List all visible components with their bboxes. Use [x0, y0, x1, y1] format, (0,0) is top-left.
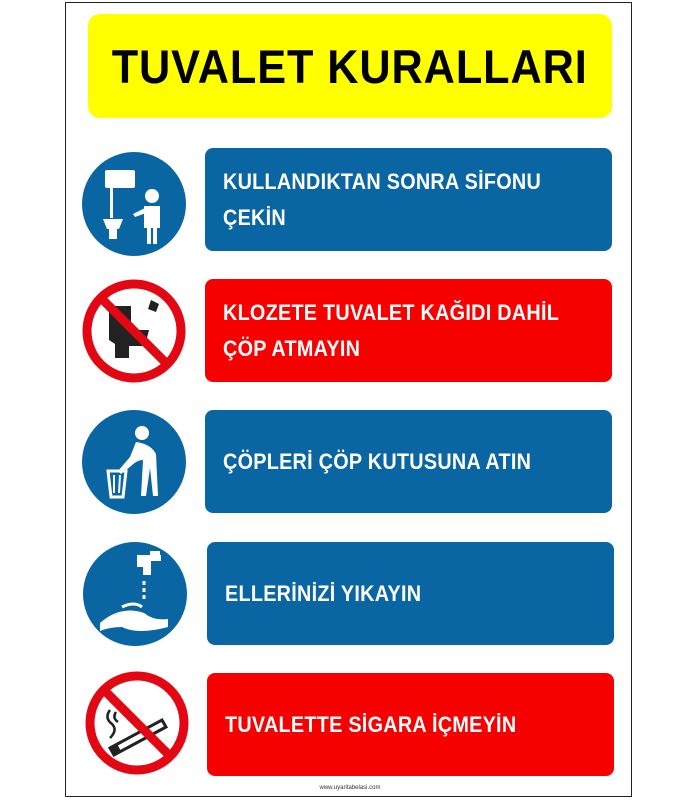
rule-text: KULLANDIKTAN SONRA SİFONU ÇEKİN — [223, 168, 542, 230]
rule-box-no-smoking — [207, 673, 614, 776]
no-trash-in-toilet-icon — [81, 278, 187, 384]
wash-hands-icon — [82, 541, 188, 647]
rule-text: ELLERİNİZİ YIKAYIN — [225, 580, 422, 606]
rule-text: ÇÖPLERİ ÇÖP KUTUSUNA ATIN — [223, 448, 532, 474]
flush-toilet-icon — [81, 151, 187, 257]
footer-url: www.uyaritabelasi.com — [319, 785, 381, 791]
sign-title: TUVALET KURALLARI — [111, 39, 589, 93]
rule-box-flush — [205, 148, 612, 251]
rule-box-no-trash — [205, 279, 612, 382]
rule-box-wash-hands — [207, 542, 614, 645]
trash-bin-icon — [81, 409, 187, 515]
rule-text: TUVALETTE SİGARA İÇMEYİN — [225, 711, 517, 737]
rule-text: KLOZETE TUVALET KAĞIDI DAHİL ÇÖP ATMAYIN — [223, 299, 560, 361]
rule-box-trash-bin — [205, 410, 612, 513]
no-smoking-icon — [84, 670, 190, 776]
sign-title-banner — [88, 14, 612, 118]
